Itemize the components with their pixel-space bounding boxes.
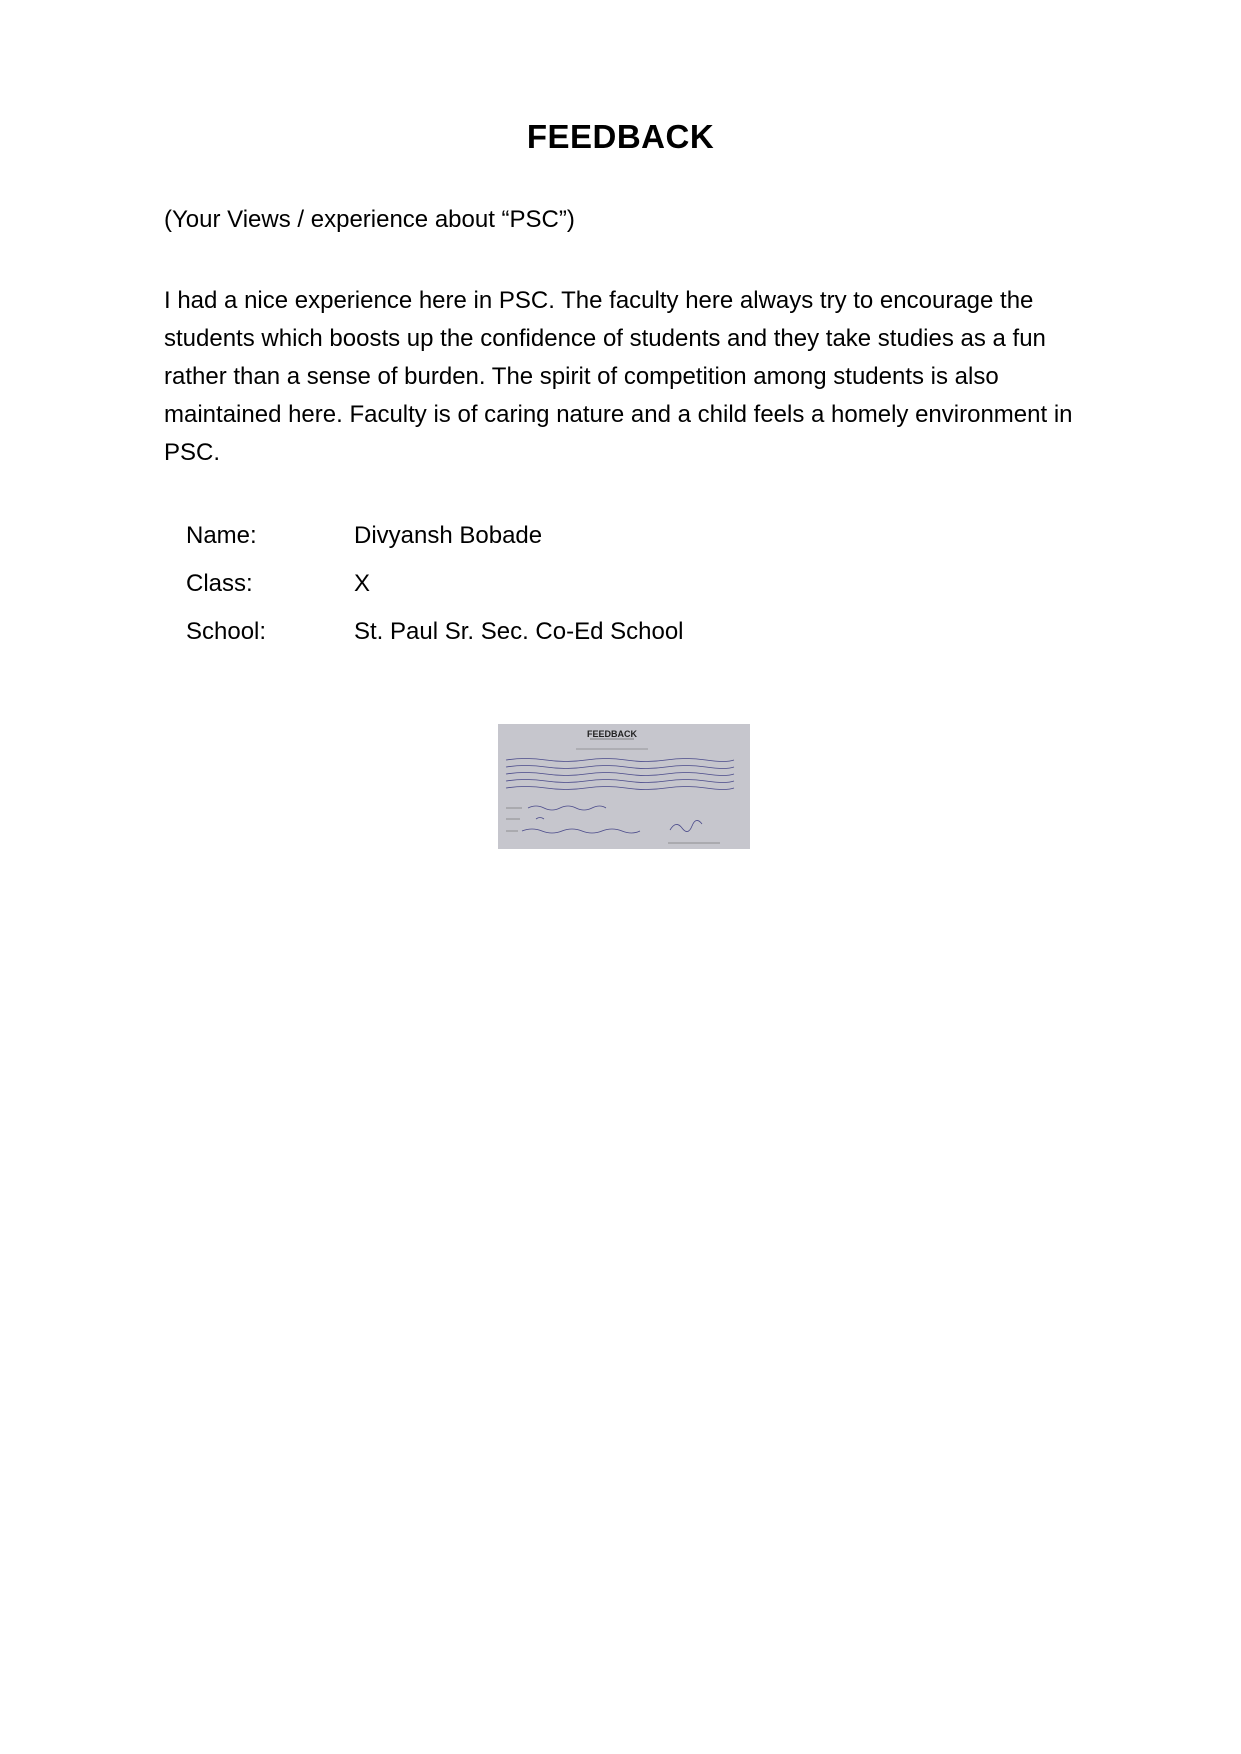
feedback-body: I had a nice experience here in PSC. The faculty here always try to encourage the students which boosts up the confidence of students and they take studies as a fun rather than a sense of burden. The spirit of competition among students is also maintained here. Faculty is of caring nature and a child feels a homely environment in PSC. <box>164 287 1073 466</box>
student-info <box>186 522 684 666</box>
scan-title: FEEDBACK <box>586 729 638 739</box>
name-label: Name: <box>186 522 257 549</box>
info-row-school <box>186 618 684 666</box>
scanned-feedback-form-image <box>498 724 750 849</box>
page-title: FEEDBACK <box>526 118 715 155</box>
page-subtitle: (Your Views / experience about “PSC”) <box>164 206 575 233</box>
school-label: School: <box>186 618 267 645</box>
info-row-name <box>186 522 684 570</box>
name-value: Divyansh Bobade <box>354 522 543 549</box>
school-value: St. Paul Sr. Sec. Co-Ed School <box>354 618 684 645</box>
class-label: Class: <box>186 570 253 597</box>
class-value: X <box>354 570 371 597</box>
info-row-class <box>186 570 684 618</box>
scanned-form-graphic <box>498 724 750 849</box>
